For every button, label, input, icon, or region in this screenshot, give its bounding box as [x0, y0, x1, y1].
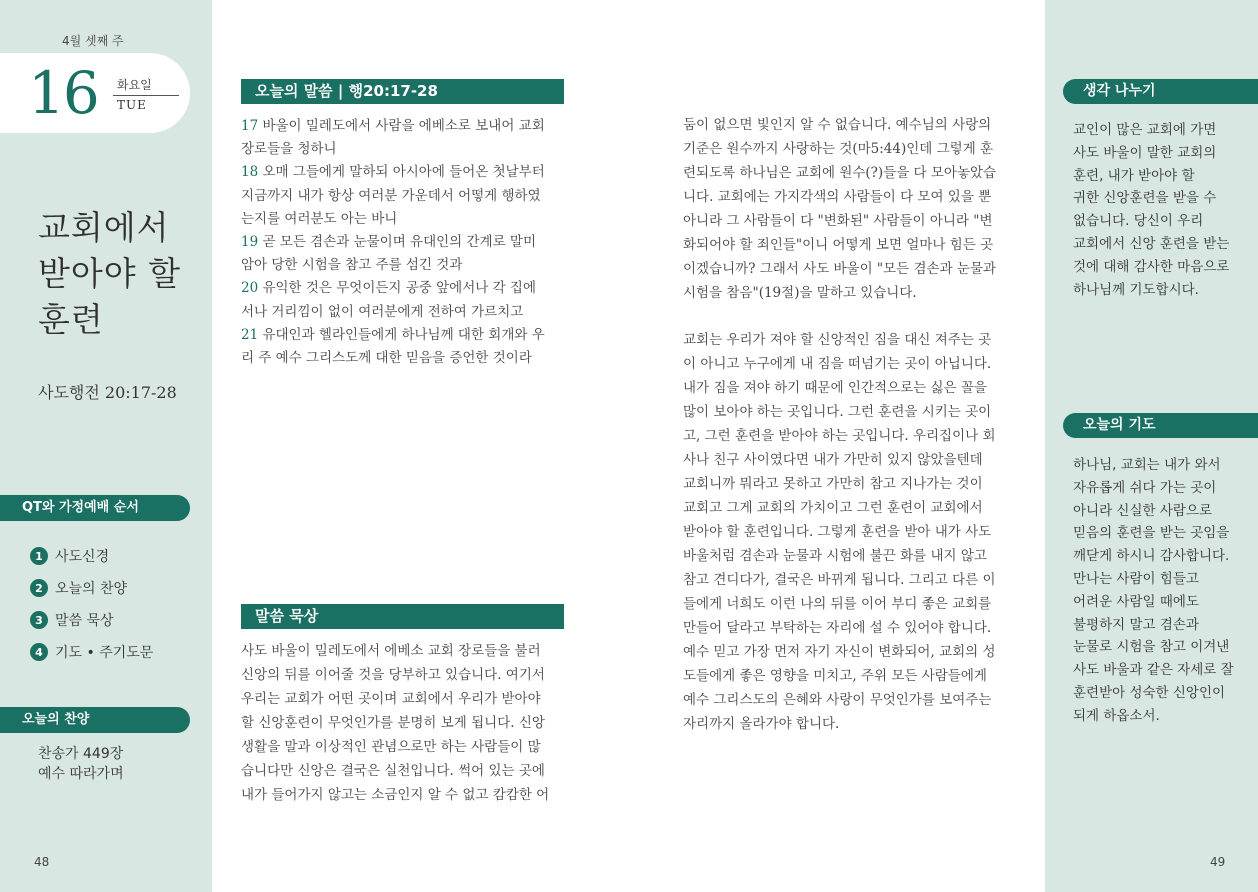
- body-line: 자리까지 올라가야 합니다.: [683, 716, 840, 732]
- order-item-label: 말씀 묵상: [55, 613, 114, 629]
- meditation-column-1: [241, 639, 566, 807]
- body-line: 내가 들어가지 않고는 소금인지 알 수 없고 캄캄한 어: [241, 787, 550, 803]
- sharing-line: 교회에서 신앙 훈련을 받는: [1073, 235, 1230, 252]
- hymn-title: 예수 따라가며: [38, 766, 124, 782]
- body-line: 생활을 말과 이상적인 관념으로만 하는 사람들이 많: [241, 739, 541, 755]
- order-number-badge: 1: [30, 547, 48, 565]
- body-line: 받아야 할 훈련입니다. 그렇게 훈련을 받아 내가 사도: [683, 524, 992, 540]
- verse-text: 장로들을 청하니: [241, 141, 337, 158]
- prayer-line: 되게 하옵소서.: [1073, 707, 1160, 724]
- prayer-header: 오늘의 기도: [1063, 413, 1258, 438]
- verse-number: 19: [241, 234, 259, 251]
- verse-text: 서나 거리낌이 없이 여러분에게 전하여 가르치고: [241, 303, 524, 320]
- weekday-divider: [113, 95, 179, 96]
- hymn-header: 오늘의 찬양: [0, 707, 190, 733]
- verse-text: 유대인과 헬라인들에게 하나님께 대한 회개와 우: [258, 326, 545, 343]
- body-line: 바울처럼 겸손과 눈물과 시험에 불끈 화를 내지 않고: [683, 548, 987, 564]
- verse-text: 바울이 밀레도에서 사람을 에베소로 보내어 교회: [258, 118, 545, 134]
- prayer-line: 아니라 신실한 사람으로: [1073, 502, 1212, 519]
- page-title: [38, 205, 203, 343]
- order-item-label: 기도 • 주기도문: [55, 645, 154, 661]
- body-line: 련되도록 하나님은 교회에 원수(?)들을 다 모아놓았습: [683, 165, 997, 181]
- sharing-header: 생각 나누기: [1063, 79, 1258, 104]
- body-line: 습니다만 신앙은 결국은 실천입니다. 썩어 있는 곳에: [241, 763, 545, 779]
- verse-number: 18: [241, 164, 259, 181]
- body-line: 이겠습니까? 그래서 사도 바울이 "모든 겸손과 눈물과: [683, 261, 997, 277]
- title-line: 교회에서: [38, 208, 170, 247]
- order-number-badge: 4: [30, 643, 48, 661]
- body-line: 니다. 교회에는 가지각색의 사람들이 다 모여 있을 뿐: [683, 189, 992, 205]
- body-line: 많이 보아야 하는 곳입니다. 그런 훈련을 시키는 곳이: [683, 404, 992, 420]
- body-line: 도들에게 좋은 영향을 미치고, 주위 모든 사람들에게: [683, 668, 987, 684]
- order-list: [30, 540, 153, 668]
- verse-line: [241, 161, 566, 184]
- body-line: 예수 믿고 가장 먼저 자기 자신이 변화되어, 교회의 성: [683, 644, 996, 660]
- order-item: [30, 540, 153, 572]
- body-line: 교회니까 뭐라고 못하고 가만히 참고 지나가는 것이: [683, 476, 983, 492]
- verse-text: 는지를 여러분도 아는 바니: [241, 210, 398, 227]
- order-number-badge: 2: [30, 579, 48, 597]
- meditation-column-2-para-2: [683, 328, 1013, 736]
- prayer-line: 만나는 사람이 힘들고: [1073, 570, 1199, 587]
- sharing-line: 교인이 많은 교회에 가면: [1073, 122, 1217, 138]
- page-number-right: 49: [1210, 855, 1226, 869]
- weekday-english: TUE: [117, 98, 147, 112]
- prayer-line: 불평하지 말고 겸손과: [1073, 616, 1199, 633]
- meditation-column-2-para-1: [683, 113, 1013, 305]
- body-line: 교회고 그게 교회의 가치이고 그런 훈련이 교회에서: [683, 500, 983, 516]
- title-line: 받아야 할: [38, 254, 182, 293]
- body-line: 사나 친구 사이였다면 내가 가만히 있지 않았을텐데: [683, 452, 983, 468]
- body-line: 사도 바울이 밀레도에서 에베소 교회 장로들을 불러: [241, 643, 541, 659]
- body-line: 내가 짐을 져야 하기 때문에 인간적으로는 싫은 꼴을: [683, 380, 987, 396]
- hymn-info: [38, 744, 124, 784]
- body-line: 만들어 달라고 부탁하는 자리에 설 수 있어야 합니다.: [683, 620, 992, 636]
- order-item: [30, 636, 153, 668]
- sharing-line: 없습니다. 당신이 우리: [1073, 213, 1204, 230]
- verse-number: 21: [241, 326, 259, 343]
- body-line: 고, 그런 훈련을 받아야 하는 곳입니다. 우리집이나 회: [683, 428, 996, 444]
- order-item: [30, 604, 153, 636]
- prayer-line: 훈련받아 성숙한 신앙인이: [1073, 684, 1226, 701]
- scripture-text: [241, 115, 566, 370]
- order-item-label: 오늘의 찬양: [55, 581, 128, 597]
- week-label: 4월 셋째 주: [62, 34, 124, 48]
- prayer-line: 어려운 사람일 때에도: [1073, 593, 1199, 610]
- verse-line: [241, 208, 566, 231]
- verse-text: 유익한 것은 무엇이든지 공중 앞에서나 각 집에: [258, 280, 537, 297]
- body-line: 우리는 교회가 어떤 곳이며 교회에서 우리가 받아야: [241, 691, 541, 707]
- word-header: 오늘의 말씀 | 행20:17-28: [241, 79, 564, 104]
- verse-line: [241, 301, 566, 324]
- hymn-number: 찬송가 449장: [38, 746, 124, 762]
- meditation-header: 말씀 묵상: [241, 604, 564, 629]
- weekday-korean: 화요일: [117, 78, 152, 92]
- order-number-badge: 3: [30, 611, 48, 629]
- prayer-line: 믿음의 훈련을 받는 곳임을: [1073, 525, 1230, 542]
- prayer-line: 사도 바울과 같은 자세로 잘: [1073, 662, 1234, 679]
- prayer-line: 눈물로 시험을 참고 이겨낸: [1073, 639, 1230, 656]
- body-line: 교회는 우리가 져야 할 신앙적인 짐을 대신 져주는 곳: [683, 332, 992, 348]
- verse-line: [241, 347, 566, 370]
- verse-line: [241, 277, 566, 300]
- body-line: 기준은 원수까지 사랑하는 것(마5:44)인데 그렇게 훈: [683, 141, 994, 157]
- sharing-line: 사도 바울이 말한 교회의: [1073, 144, 1217, 161]
- day-number: 16: [28, 59, 98, 127]
- order-item: [30, 572, 153, 604]
- body-line: 참고 견디다가, 결국은 바뀌게 됩니다. 그리고 다른 이: [683, 572, 996, 588]
- verse-text: 리 주 예수 그리스도께 대한 믿음을 증언한 것이라: [241, 350, 532, 367]
- verse-line: [241, 115, 566, 138]
- body-line: 아니라 그 사람들이 다 "변화된" 사람들이 아니라 "변: [683, 213, 993, 229]
- prayer-line: 하나님, 교회는 내가 와서: [1073, 457, 1221, 473]
- body-line: 시험을 참음"(19절)을 말하고 있습니다.: [683, 285, 917, 301]
- verse-text: 지금까지 내가 항상 여러분 가운데서 어떻게 행하였: [241, 187, 541, 204]
- verse-line: [241, 231, 566, 254]
- body-line: 들에게 너희도 이런 나의 뒤를 이어 부디 좋은 교회를: [683, 596, 992, 612]
- verse-text: 곧 모든 겸손과 눈물이며 유대인의 간계로 말미: [258, 234, 537, 251]
- verse-number: 20: [241, 280, 259, 297]
- body-line: 이 아니고 누구에게 내 짐을 떠넘기는 곳이 아닙니다.: [683, 356, 992, 372]
- page-number-left: 48: [34, 855, 50, 869]
- verse-text: 오매 그들에게 말하되 아시아에 들어온 첫날부터: [258, 164, 545, 181]
- verse-line: [241, 185, 566, 208]
- verse-number: 17: [241, 118, 259, 134]
- prayer-line: 깨닫게 하시니 감사합니다.: [1073, 548, 1230, 565]
- verse-line: [241, 138, 566, 161]
- body-line: 화되어야 할 죄인들"이니 어떻게 보면 얼마나 힘든 곳: [683, 237, 994, 253]
- sharing-line: 하나님께 기도합시다.: [1073, 281, 1199, 298]
- body-line: 신앙의 뒤를 이어줄 것을 당부하고 있습니다. 여기서: [241, 667, 545, 683]
- body-line: 예수 그리스도의 은혜와 사랑이 무엇인가를 보여주는: [683, 692, 992, 708]
- prayer-line: 자유롭게 쉬다 가는 곳이: [1073, 479, 1217, 496]
- body-line: 할 신앙훈련이 무엇인가를 분명히 보게 됩니다. 신앙: [241, 715, 545, 731]
- verse-text: 암아 당한 시험을 참고 주를 섬긴 것과: [241, 257, 463, 274]
- scripture-reference: 사도행전 20:17-28: [38, 383, 177, 402]
- sharing-text: [1073, 119, 1253, 301]
- title-line: 훈련: [38, 300, 104, 339]
- verse-line: [241, 254, 566, 277]
- order-item-label: 사도신경: [55, 549, 110, 565]
- sharing-line: 귀한 신앙훈련을 받을 수: [1073, 190, 1217, 207]
- prayer-text: [1073, 454, 1253, 728]
- sharing-line: 훈련, 내가 받아야 할: [1073, 167, 1195, 184]
- sharing-line: 것에 대해 감사한 마음으로: [1073, 258, 1230, 275]
- verse-line: [241, 324, 566, 347]
- order-header: QT와 가정예배 순서: [0, 495, 190, 521]
- body-line: 둠이 없으면 빛인지 알 수 없습니다. 예수님의 사랑의: [683, 117, 992, 133]
